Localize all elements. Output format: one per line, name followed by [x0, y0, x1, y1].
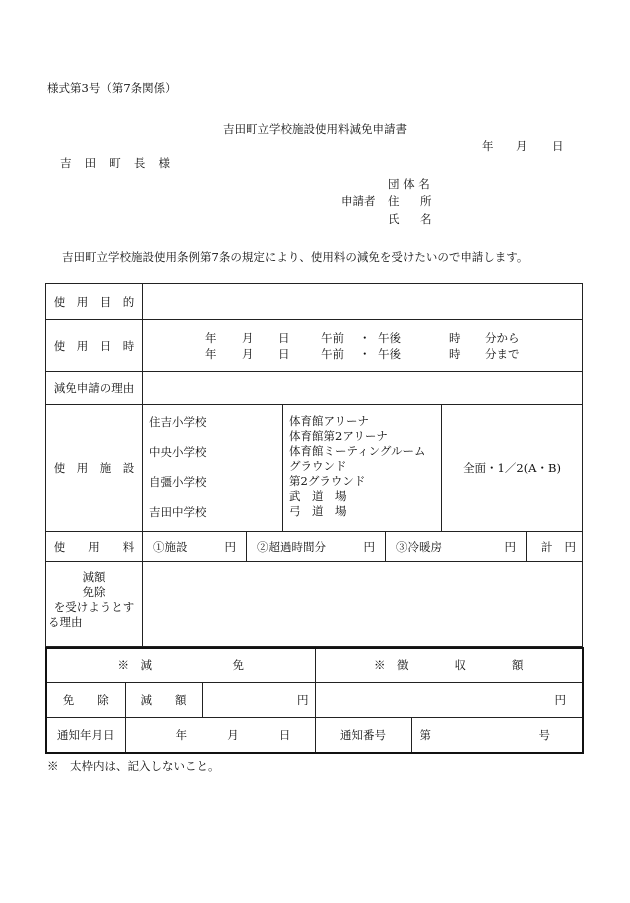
applicant-address-1: 住: [388, 194, 400, 208]
facility-ground[interactable]: グラウンド: [289, 459, 347, 473]
facility-label: 使 用 施 設: [46, 405, 143, 532]
notice-date-label: 通知年月日: [46, 717, 125, 753]
office-use-table: [45, 647, 584, 754]
fee-total-cell[interactable]: 計 円: [527, 532, 583, 562]
office-notice-row: [46, 717, 583, 753]
facility-kyudojo[interactable]: 弓 道 場: [289, 504, 347, 518]
form-title: 吉田町立学校施設使用料減免申請書: [223, 122, 407, 136]
purpose-field[interactable]: [143, 284, 583, 320]
facility-arena-2[interactable]: 体育館第2アリーナ: [289, 429, 388, 443]
notice-no-label: 通知番号: [315, 717, 411, 753]
office-reduce-label: 減 額: [125, 682, 202, 717]
school-chuo[interactable]: 中央小学校: [149, 445, 207, 459]
usage-scope[interactable]: 全面・1／2(A・B): [442, 405, 583, 532]
form-number: 様式第3号（第7条関係）: [47, 81, 177, 95]
footnote: ※ 太枠内は、記入しないこと。: [47, 759, 220, 773]
purpose-label: 使 用 目 的: [46, 284, 143, 320]
exempt-reason-row: [46, 562, 583, 647]
facility-list: [283, 405, 442, 532]
applicant-group-name: 団 体 名: [388, 177, 430, 191]
fee-heating-cell[interactable]: ③冷暖房 円: [386, 532, 527, 562]
office-head-row: [46, 648, 583, 682]
applicant-label: 申請者: [341, 194, 376, 208]
facility-meeting-room[interactable]: 体育館ミーティングルーム: [289, 444, 426, 458]
office-exempt-head: ※ 減 免: [46, 648, 315, 682]
office-exempt-label: 免 除: [46, 682, 125, 717]
intro-text: 吉田町立学校施設使用条例第7条の規定により、使用料の減免を受けたいので申請します。: [62, 250, 529, 264]
date-year: 年: [482, 139, 494, 153]
applicant-address-2: 所: [420, 194, 432, 208]
applicant-name-1: 氏: [388, 212, 400, 226]
reason-label: 減免申請の理由: [46, 372, 143, 405]
exempt-reason-label: 減額 免除 を受けようとす る理由: [46, 562, 143, 647]
exempt-reason-field[interactable]: [143, 562, 583, 647]
fee-facility-cell[interactable]: ①施設 円: [143, 532, 247, 562]
school-list: [143, 405, 283, 532]
school-yoshida-jh[interactable]: 吉田中学校: [149, 505, 207, 519]
fee-row: [46, 532, 583, 562]
fee-overtime-cell[interactable]: ②超過時間分 円: [247, 532, 386, 562]
school-sumiyoshi[interactable]: 住吉小学校: [149, 415, 207, 429]
datetime-field[interactable]: 年 月 日 午前 ・ 午後 時 分から 年 月 日 午前 ・ 午後 時 分まで: [143, 320, 583, 372]
purpose-row: [46, 284, 583, 320]
office-amount-row: [46, 682, 583, 717]
office-reduce-amount[interactable]: 円: [202, 682, 315, 717]
school-jikyo[interactable]: 自彊小学校: [149, 475, 207, 489]
facility-ground-2[interactable]: 第2グラウンド: [289, 474, 366, 488]
date-day: 日: [552, 139, 564, 153]
office-collect-amount[interactable]: 円: [315, 682, 583, 717]
facility-budojo[interactable]: 武 道 場: [289, 489, 347, 503]
datetime-label: 使 用 日 時: [46, 320, 143, 372]
notice-date-field[interactable]: 年 月 日: [125, 717, 315, 753]
date-month: 月: [516, 139, 528, 153]
notice-no-field[interactable]: 第 号: [411, 717, 583, 753]
datetime-row: [46, 320, 583, 372]
fee-label: 使 用 料: [46, 532, 143, 562]
facility-row: [46, 405, 583, 532]
applicant-name-2: 名: [420, 212, 432, 226]
application-table: [45, 283, 583, 647]
reason-field[interactable]: [143, 372, 583, 405]
reason-row: [46, 372, 583, 405]
facility-arena[interactable]: 体育館アリーナ: [289, 414, 370, 428]
addressee: 吉 田 町 長 様: [60, 156, 170, 170]
office-collect-head: ※ 徴 収 額: [315, 648, 583, 682]
